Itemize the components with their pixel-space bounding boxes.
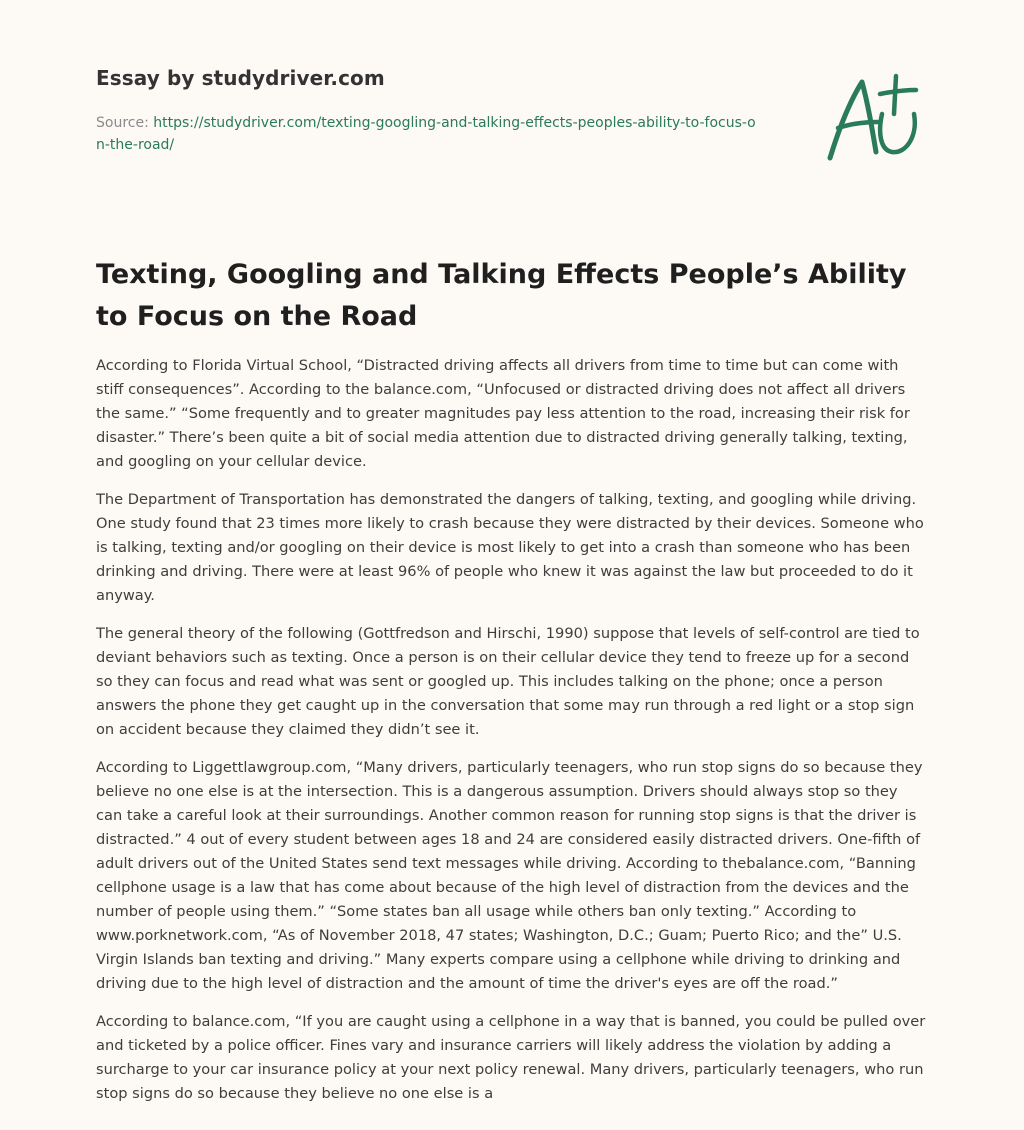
paragraph: The Department of Transportation has demonstrated the dangers of talking, texting, and googling while driving. One study found that 23 times more likely to crash because they were distracted by their devices. Someone who is talking, texting and/or googling on their device is most likely to get into a crash than someone who has been drinking and driving. There were at least 96% of people who knew it was against the law but proceeded to do it anyway. xyxy=(96,491,924,604)
essay-title: Texting, Googling and Talking Effects People’s Ability to Focus on the Road xyxy=(96,259,907,332)
paragraph: According to Florida Virtual School, “Distracted driving affects all drivers from time to time but can come with stiff consequences”. According to the balance.com, “Unfocused or distracted driving does not affect all drivers the same.” “Some frequently and to greater magnitudes pay less attention to the road, increasing their risk for disaster.” There’s been quite a bit of social media attention due to distracted driving generally talking, texting, and googling on your cellular device. xyxy=(96,357,910,470)
a-plus-logo-icon xyxy=(824,70,924,166)
site-header-title: Essay by studydriver.com xyxy=(96,66,385,90)
source-label: Source: xyxy=(96,115,154,131)
paragraph: According to Liggettlawgroup.com, “Many drivers, particularly teenagers, who run stop signs do so because they believe no one else is at the intersection. This is a dangerous assumption. Drivers should always stop so they can take a careful look at their surroundings. Another common reason for running stop signs is that the driver is distracted.” 4 out of every student between ages 18 and 24 are considered easily distracted drivers. One-fifth of adult drivers out of the United States send text messages while driving. According to thebalance.com, “Banning cellphone usage is a law that has come about because of the high level of distraction from the devices and the number of people using them.” “Some states ban all usage while others ban only texting.” According to www.porknetwork.com, “As of November 2018, 47 states; Washington, D.C.; Guam; Puerto Rico; and the” U.S. Virgin Islands ban texting and driving.” Many experts compare using a cellphone while driving to drinking and driving due to the high level of distraction and the amount of time the driver's eyes are off the road.” xyxy=(96,759,923,992)
essay-body xyxy=(96,354,928,1120)
source-link[interactable]: https://studydriver.com/texting-googling-and-talking-effects-peoples-ability-to-focus-on-the-road/ xyxy=(96,115,756,153)
paragraph: The general theory of the following (Gottfredson and Hirschi, 1990) suppose that levels of self-control are tied to deviant behaviors such as texting. Once a person is on their cellular device they tend to freeze up for a second so they can focus and read what was sent or googled up. This includes talking on the phone; once a person answers the phone they get caught up in the conversation that some may run through a red light or a stop sign on accident because they claimed they didn’t see it. xyxy=(96,625,920,738)
source-line xyxy=(96,112,756,156)
paragraph: According to balance.com, “If you are caught using a cellphone in a way that is banned, you could be pulled over and ticketed by a police officer. Fines vary and insurance carriers will likely address the violation by adding a surcharge to your car insurance policy at your next policy renewal. Many drivers, particularly teenagers, who run stop signs do so because they believe no one else is a xyxy=(96,1013,926,1102)
